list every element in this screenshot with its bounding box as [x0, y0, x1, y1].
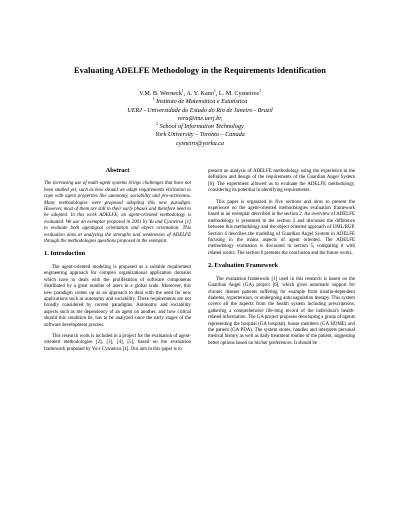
- paragraph: The evaluation framework [1] used in this research is based on the Guardian Angel (GA) project [6], which gives automatic support for chronic disease patients suffering for example from insulin-dependent diabetes, hypertension, or undergoing anticoagulation therapy. This system covers all the aspects from the health system including prescriptions, gathering a comprehensive life-long record of the individual's health-related information. The GA project proposes developing a group of agents representing the hospital (GA hospital), house members (GA HOME) and the patient (GA PDA). The system stores, handles and interprets personal medical history as well as daily treatment routine of the patient, suggesting better options based on his/her preferences. It should be: [208, 276, 355, 346]
- right-column: [208, 169, 355, 352]
- affiliation-text: cysneiro@yorku.ca: [176, 139, 224, 147]
- abstract-heading: Abstract: [105, 167, 130, 174]
- paragraph: present an analysis of ADELFE methodology using the experience in the definition and design of the requirements of the Guardian Angel System [6]. The experiment allowed us to evaluate the ADELFE methodology, considering its potential in identifying requirements.: [208, 169, 355, 194]
- paragraph: This research work is included in a project for the evaluation of agent-oriented methodologies [2], [3], [4], [5], based on the evaluation framework proposed by Yu e Cysneiros [1]. Our aim in this paper is to: [44, 333, 191, 352]
- affiliation-text: UERJ - Universidade do Estado do Rio de Janeiro - Brazil: [127, 106, 273, 114]
- paragraph: This paper is organized in five sections and aims to present the experience on the agent-oriented methodologies evaluation framework based in an exemplar described in the section 2. An overview of ADELFE methodology is presented in the section 3 and discusses the difference between this methodology and the object oriented approach of UML/RUP. Section 4 describes the modeling of Guardian Angel System in ADELFE focusing in the mains aspects of agent oriented. The ADELFE methodology evaluation is discussed in section 5, comparing it with related works. The section 6 presents the conclusion and the future works.: [208, 199, 355, 256]
- authors-block: [0, 90, 400, 148]
- author-name: L. M. Cysneiros: [218, 90, 260, 97]
- section-heading-evaluation-framework: 2. Evaluation Framework: [208, 262, 279, 270]
- affiliation-sup: 2: [156, 122, 159, 127]
- author-sup: 1: [181, 88, 184, 93]
- affiliation-line: [0, 131, 400, 139]
- author-sup: 2: [259, 88, 261, 93]
- left-column: [44, 168, 191, 358]
- author-name: V.M. B. Werneck: [139, 90, 182, 97]
- affiliation-text: vera@ime.uerj.br,: [177, 114, 223, 122]
- author-sup: 1: [213, 88, 216, 93]
- affiliation-sup: 1: [152, 97, 155, 102]
- affiliation-line: [0, 98, 400, 106]
- affiliation-line: [0, 123, 400, 131]
- affiliation-email: [0, 140, 400, 148]
- section-heading-introduction: 1. Introduction: [44, 250, 86, 258]
- abstract-text: The increasing use of multi-agent systems brings challenges that have not been studied yet, such as how should we adapt requirements elicitation to cope with agent properties like autonomy, sociability and pro-activeness. Many methodologies were proposed adopting this new paradigm. However, most of them are still in their early phases and therefore need to be adopted. In this work ADELFE, an agent-oriented methodology is evaluated. We use an exemplar proposed in 2001 by Yu and Cysneiros [1] to evaluate both agentigoal orientation and object orientation. This evaluation aims at analyzing the strengths and weaknesses of ADELFE through the methodologies questions proposed in the exemplar.: [44, 181, 191, 245]
- affiliation-text: School of Information Technology: [159, 123, 244, 131]
- affiliation-text: Instituto de Matemática e Estatística: [156, 98, 248, 106]
- paragraph: The agent-oriented modeling is proposed as a suitable requirement engineering approach for complex organizational application domains which have to deals with the proliferation of software components distributed by a great number of users in a global scale. Moreover, this new paradigm comes up as an approach to deal with the need for new applications such as autonomy and sociability. These requirements are not broadly considered by current paradigms. Autonomy and sociability aspects such as the dependency of an agent on another, and how critical should this condition be, has to be analyzed since the early stages of the software development process.: [44, 264, 191, 328]
- author-line: V.M. B. Werneck$^1$, A. Y. Kano$^1$, L. M. Cysneiros$^2$: [139, 88, 261, 97]
- affiliation-text: York University – Toronto – Canada: [155, 131, 245, 139]
- affiliation-email: [0, 115, 400, 123]
- affiliation-line: [0, 107, 400, 115]
- paper-title: Evaluating ADELFE Methodology in the Requirements Identification: [74, 66, 326, 75]
- author-name: A. Y. Kano: [186, 90, 214, 97]
